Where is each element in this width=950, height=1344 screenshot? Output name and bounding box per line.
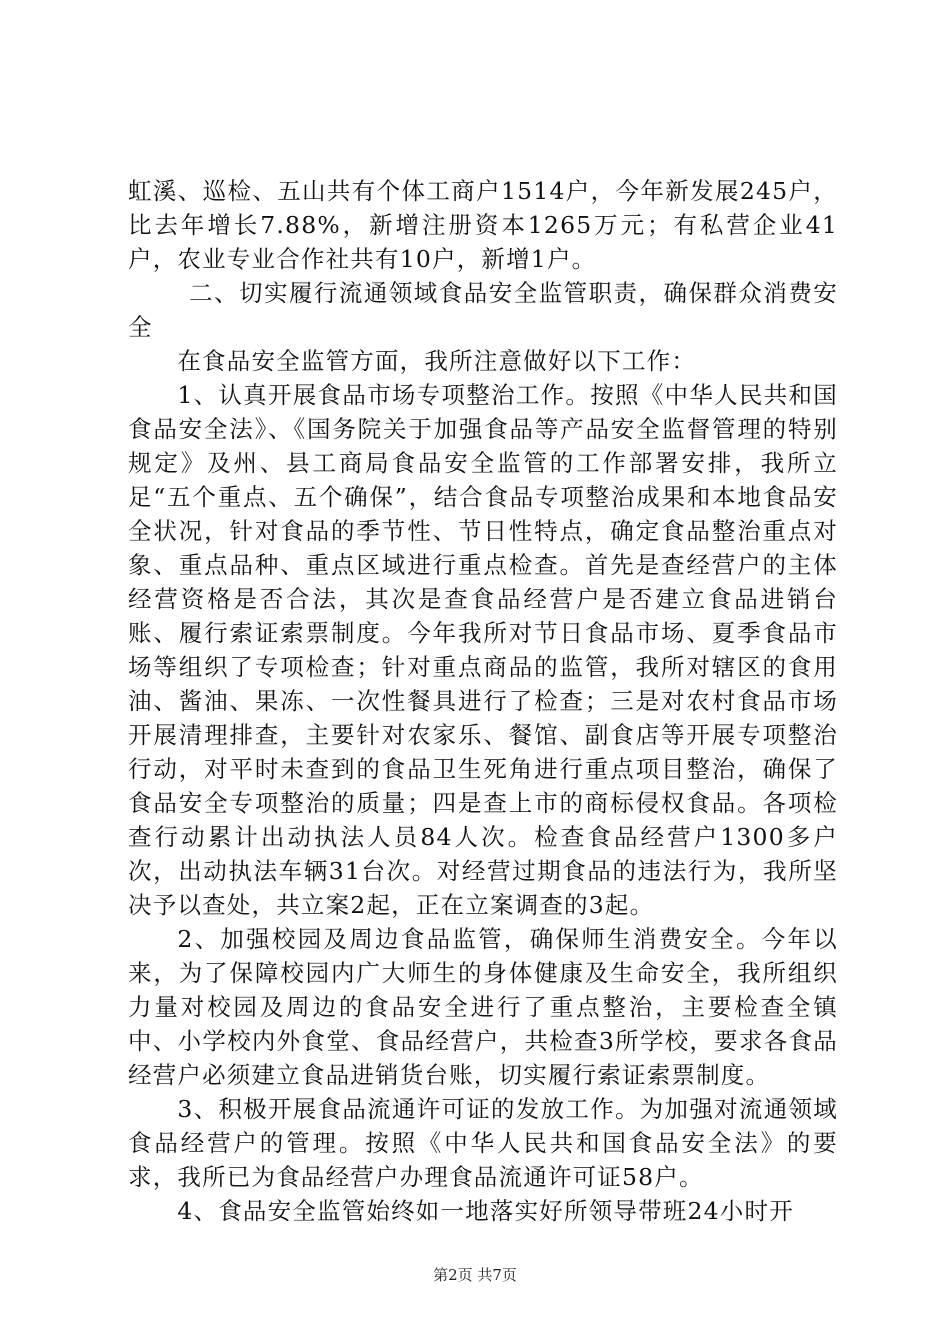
paragraph-household-stats: 虹溪、巡检、五山共有个体工商户1514户，今年新发展245户，比去年增长7.88%，新增注册资本1265万元；有私营企业41户，农业专业合作社共有10户，新增1户。: [128, 177, 838, 273]
paragraph-item-4: 4、食品安全监管始终如一地落实好所领导带班24小时开: [177, 1197, 794, 1225]
page-footer: 第2页 共7页: [433, 1266, 517, 1284]
document-body: [128, 174, 838, 1228]
paragraph-item-1: 1、认真开展食品市场专项整治工作。按照《中华人民共和国食品安全法》、《国务院关于加强食品等产品安全监督管理的特别规定》及州、县工商局食品安全监管的工作部署安排，我所立足“五个重点、五个确保”，结合食品专项整治成果和本地食品安全状况，针对食品的季节性、节日性特点，确定食品整治重点对象、重点品种、重点区域进行重点检查。首先是查经营户的主体经营资格是否合法，其次是查食品经营户是否建立食品进销台账、履行索证索票制度。今年我所对节日食品市场、夏季食品市场等组织了专项检查；针对重点商品的监管，我所对辖区的食用油、酱油、果冻、一次性餐具进行了检查；三是对农村食品市场开展清理排查，主要针对农家乐、餐馆、副食店等开展专项整治行动，对平时未查到的食品卫生死角进行重点项目整治，确保了食品安全专项整治的质量；四是查上市的商标侵权食品。各项检查行动累计出动执法人员84人次。检查食品经营户1300多户次，出动执法车辆31台次。对经营过期食品的违法行为，我所坚决予以查处，共立案2起，正在立案调查的3起。: [128, 381, 838, 919]
paragraph-item-3: 3、积极开展食品流通许可证的发放工作。为加强对流通领域食品经营户的管理。按照《中华人民共和国食品安全法》的要求，我所已为食品经营户办理食品流通许可证58户。: [128, 1095, 838, 1191]
paragraph-intro: 在食品安全监管方面，我所注意做好以下工作：: [177, 347, 697, 375]
paragraph-item-2: 2、加强校园及周边食品监管，确保师生消费安全。今年以来，为了保障校园内广大师生的身体健康及生命安全，我所组织力量对校园及周边的食品安全进行了重点整治，主要检查全镇中、小学校内外食堂、食品经营户，共检查3所学校，要求各食品经营户必须建立食品进销货台账，切实履行索证索票制度。: [128, 925, 838, 1089]
section-heading-food-safety: 二、切实履行流通领域食品安全监管职责，确保群众消费安全: [128, 279, 838, 341]
